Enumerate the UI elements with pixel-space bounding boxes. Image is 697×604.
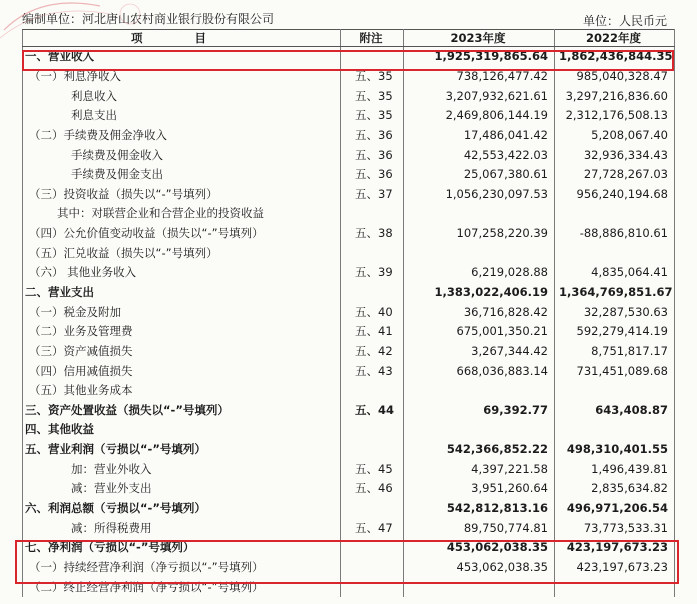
row-label: （四）公允价值变动收益（损失以“-”号填列） — [23, 224, 341, 244]
row-value-2023: 3,207,932,621.61 — [404, 86, 555, 106]
row-note: 五、40 — [341, 302, 404, 322]
table-row — [23, 302, 675, 322]
row-value-2023 — [404, 204, 555, 224]
table-row — [23, 204, 675, 224]
row-value-2023: 3,267,344.42 — [404, 342, 555, 362]
row-label: （六） 其他业务收入 — [23, 263, 341, 283]
row-label: 七、净利润（亏损以“-”号填列） — [23, 538, 341, 558]
row-note: 五、35 — [341, 86, 404, 106]
row-label: 二、营业支出 — [23, 283, 341, 303]
row-note: 五、41 — [341, 322, 404, 342]
row-note — [341, 499, 404, 519]
row-value-2023: 675,001,350.21 — [404, 322, 555, 342]
table-row — [23, 165, 675, 185]
row-value-2022: 731,451,089.68 — [555, 361, 675, 381]
row-label: （二）终止经营净利润（净亏损以“-”号填列） — [23, 577, 341, 597]
row-note — [341, 558, 404, 578]
row-note — [341, 47, 404, 67]
row-note — [341, 283, 404, 303]
row-value-2023: 3,951,260.64 — [404, 479, 555, 499]
statement-header — [0, 0, 697, 28]
row-value-2022: 592,279,414.19 — [555, 322, 675, 342]
row-label: 五、营业利润（亏损以“-”号填列） — [23, 440, 341, 460]
row-value-2022: 2,312,176,508.13 — [555, 106, 675, 126]
column-header-item: 项 目 — [23, 30, 341, 47]
row-note: 五、45 — [341, 459, 404, 479]
row-value-2022: 4,835,064.41 — [555, 263, 675, 283]
row-label: 六、利润总额（亏损以“-”号填列） — [23, 499, 341, 519]
row-note — [341, 440, 404, 460]
row-value-2023: 4,397,221.58 — [404, 459, 555, 479]
row-value-2023 — [404, 577, 555, 597]
row-label: （一）利息净收入 — [23, 67, 341, 87]
column-header-2022: 2022年度 — [555, 30, 675, 47]
income-statement-table — [22, 29, 675, 597]
row-value-2022 — [555, 381, 675, 401]
table-row — [23, 401, 675, 421]
row-note: 五、36 — [341, 126, 404, 146]
table-row — [23, 184, 675, 204]
row-note: 五、38 — [341, 224, 404, 244]
row-value-2023: 17,486,041.42 — [404, 126, 555, 146]
row-value-2022 — [555, 243, 675, 263]
table-row — [23, 499, 675, 519]
row-value-2023: 1,056,230,097.53 — [404, 184, 555, 204]
table-row — [23, 263, 675, 283]
table-row — [23, 243, 675, 263]
row-value-2022: 32,287,530.63 — [555, 302, 675, 322]
table-row — [23, 67, 675, 87]
row-note: 五、37 — [341, 184, 404, 204]
row-value-2023: 738,126,477.42 — [404, 67, 555, 87]
row-value-2022: 8,751,817.17 — [555, 342, 675, 362]
row-value-2023: 1,383,022,406.19 — [404, 283, 555, 303]
row-note: 五、35 — [341, 106, 404, 126]
row-value-2023: 36,716,828.42 — [404, 302, 555, 322]
table-row — [23, 558, 675, 578]
row-label: 减：营业外支出 — [23, 479, 341, 499]
row-label: （四）信用减值损失 — [23, 361, 341, 381]
row-value-2023: 542,366,852.22 — [404, 440, 555, 460]
row-note — [341, 243, 404, 263]
table-row — [23, 577, 675, 597]
row-value-2023: 453,062,038.35 — [404, 558, 555, 578]
row-label: （一）税金及附加 — [23, 302, 341, 322]
row-value-2022: 956,240,194.68 — [555, 184, 675, 204]
row-label: 利息收入 — [23, 86, 341, 106]
row-label: （三）投资收益（损失以“-”号填列） — [23, 184, 341, 204]
row-label: （二）业务及管理费 — [23, 322, 341, 342]
table-row — [23, 47, 675, 67]
row-label: 三、资产处置收益（损失以“-”号填列） — [23, 401, 341, 421]
row-value-2023: 6,219,028.88 — [404, 263, 555, 283]
table-row — [23, 518, 675, 538]
table-row — [23, 322, 675, 342]
column-header-2023: 2023年度 — [404, 30, 555, 47]
table-row — [23, 342, 675, 362]
table-row — [23, 440, 675, 460]
row-value-2022 — [555, 204, 675, 224]
row-value-2022: 498,310,401.55 — [555, 440, 675, 460]
row-value-2022 — [555, 577, 675, 597]
row-label: （一）持续经营净利润（净亏损以“-”号填列） — [23, 558, 341, 578]
row-value-2023: 42,553,422.03 — [404, 145, 555, 165]
row-note: 五、46 — [341, 479, 404, 499]
row-note — [341, 420, 404, 440]
table-row — [23, 479, 675, 499]
row-value-2023 — [404, 381, 555, 401]
table-row — [23, 459, 675, 479]
row-label: （二）手续费及佣金净收入 — [23, 126, 341, 146]
row-value-2022: 32,936,334.43 — [555, 145, 675, 165]
row-value-2023: 2,469,806,144.19 — [404, 106, 555, 126]
row-note: 五、36 — [341, 165, 404, 185]
row-note — [341, 538, 404, 558]
row-value-2022: 1,364,769,851.67 — [555, 283, 675, 303]
table-row — [23, 283, 675, 303]
row-note: 五、42 — [341, 342, 404, 362]
row-value-2022: 2,835,634.82 — [555, 479, 675, 499]
row-value-2023: 25,067,380.61 — [404, 165, 555, 185]
row-value-2023: 89,750,774.81 — [404, 518, 555, 538]
row-label: 手续费及佣金收入 — [23, 145, 341, 165]
row-value-2022: 1,862,436,844.35 — [555, 47, 675, 67]
row-value-2022 — [555, 420, 675, 440]
row-value-2023: 69,392.77 — [404, 401, 555, 421]
row-value-2023: 107,258,220.39 — [404, 224, 555, 244]
row-value-2023: 668,036,883.14 — [404, 361, 555, 381]
row-value-2022: 985,040,328.47 — [555, 67, 675, 87]
row-note — [341, 577, 404, 597]
row-note: 五、35 — [341, 67, 404, 87]
table-row — [23, 420, 675, 440]
row-label: （五）汇兑收益（损失以“-”号填列） — [23, 243, 341, 263]
row-note: 五、43 — [341, 361, 404, 381]
row-note: 五、39 — [341, 263, 404, 283]
table-header-row — [23, 30, 675, 47]
row-value-2022: 423,197,673.23 — [555, 538, 675, 558]
row-value-2023 — [404, 243, 555, 263]
currency-unit-label: 单位：人民币元 — [582, 14, 667, 28]
row-value-2022: 5,208,067.40 — [555, 126, 675, 146]
row-value-2022: 3,297,216,836.60 — [555, 86, 675, 106]
row-value-2022: 496,971,206.54 — [555, 499, 675, 519]
column-header-note: 附注 — [341, 30, 404, 47]
table-row — [23, 538, 675, 558]
row-note: 五、47 — [341, 518, 404, 538]
row-label: （三）资产减值损失 — [23, 342, 341, 362]
row-value-2022: 73,773,533.31 — [555, 518, 675, 538]
table-row — [23, 145, 675, 165]
row-note — [341, 204, 404, 224]
row-value-2023: 453,062,038.35 — [404, 538, 555, 558]
row-label: 加：营业外收入 — [23, 459, 341, 479]
table-row — [23, 106, 675, 126]
table-row — [23, 86, 675, 106]
organization-label: 编制单位：河北唐山农村商业银行股份有限公司 — [22, 12, 275, 26]
table-row — [23, 361, 675, 381]
table-row — [23, 224, 675, 244]
row-value-2023: 1,925,319,865.64 — [404, 47, 555, 67]
row-value-2022: -88,886,810.61 — [555, 224, 675, 244]
row-value-2022: 1,496,439.81 — [555, 459, 675, 479]
row-value-2023: 542,812,813.16 — [404, 499, 555, 519]
row-label: 减：所得税费用 — [23, 518, 341, 538]
row-label: 其中：对联营企业和合营企业的投资收益 — [23, 204, 341, 224]
row-label: 利息支出 — [23, 106, 341, 126]
row-label: 手续费及佣金支出 — [23, 165, 341, 185]
row-note — [341, 381, 404, 401]
row-value-2022: 27,728,267.03 — [555, 165, 675, 185]
row-label: （五）其他业务成本 — [23, 381, 341, 401]
row-value-2022: 423,197,673.23 — [555, 558, 675, 578]
row-note: 五、44 — [341, 401, 404, 421]
row-value-2022: 643,408.87 — [555, 401, 675, 421]
row-value-2023 — [404, 420, 555, 440]
row-note: 五、36 — [341, 145, 404, 165]
row-label: 四、其他收益 — [23, 420, 341, 440]
table-row — [23, 381, 675, 401]
table-row — [23, 126, 675, 146]
row-label: 一、营业收入 — [23, 47, 341, 67]
